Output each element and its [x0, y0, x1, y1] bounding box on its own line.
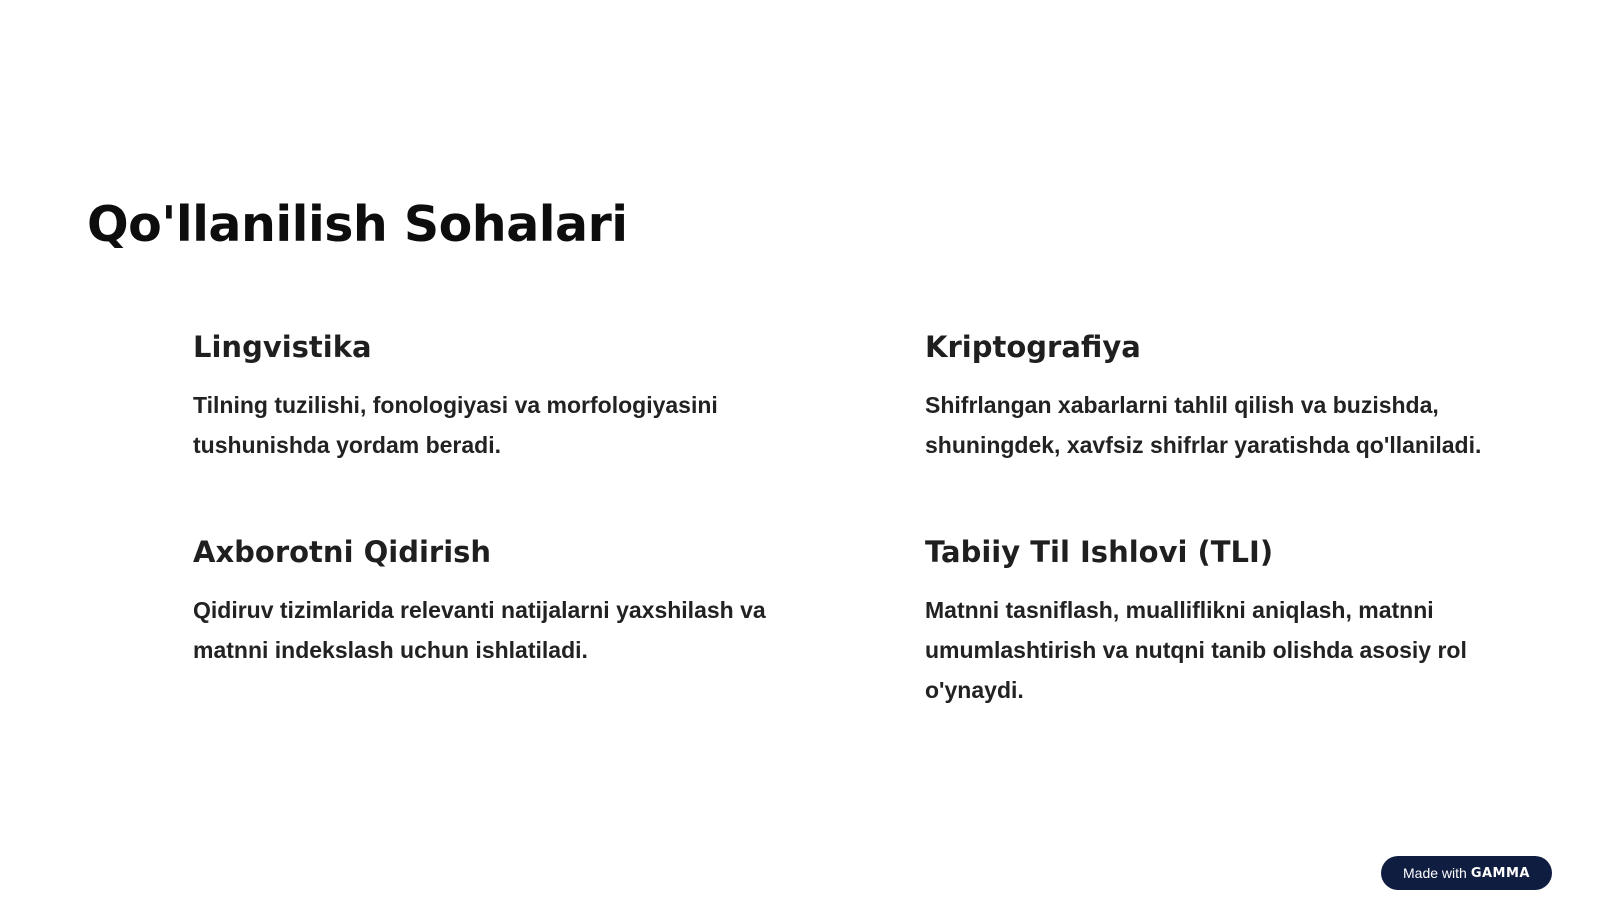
card-heading: Lingvistika: [193, 330, 372, 364]
card-heading: Axborotni Qidirish: [193, 535, 492, 569]
card-body: Matnni tasniflash, mualliflikni aniqlash, matnni umumlashtirish va nutqni tanib olishda asosiy rol o'ynaydi.: [925, 596, 1467, 703]
card-tabiiy-til-ishlovi: [925, 535, 1525, 710]
slide-title: Qo'llanilish Sohalari: [87, 196, 628, 253]
made-with-gamma-badge[interactable]: [1381, 856, 1552, 890]
card-lingvistika: [193, 330, 793, 465]
card-body: Shifrlangan xabarlarni tahlil qilish va buzishda, shuningdek, xavfsiz shifrlar yaratishda qo'llaniladi.: [925, 391, 1482, 458]
card-body: Qidiruv tizimlarida relevanti natijalarni yaxshilash va matnni indekslash uchun ishlatiladi.: [193, 596, 766, 663]
gamma-logo: GAMMA: [1470, 865, 1530, 881]
card-body: Tilning tuzilishi, fonologiyasi va morfologiyasini tushunishda yordam beradi.: [193, 391, 718, 458]
card-heading: Kriptografiya: [925, 330, 1141, 364]
card-heading: Tabiiy Til Ishlovi (TLI): [925, 535, 1274, 569]
card-axborotni-qidirish: [193, 535, 793, 670]
card-kriptografiya: [925, 330, 1525, 465]
badge-prefix: Made with: [1403, 865, 1467, 881]
